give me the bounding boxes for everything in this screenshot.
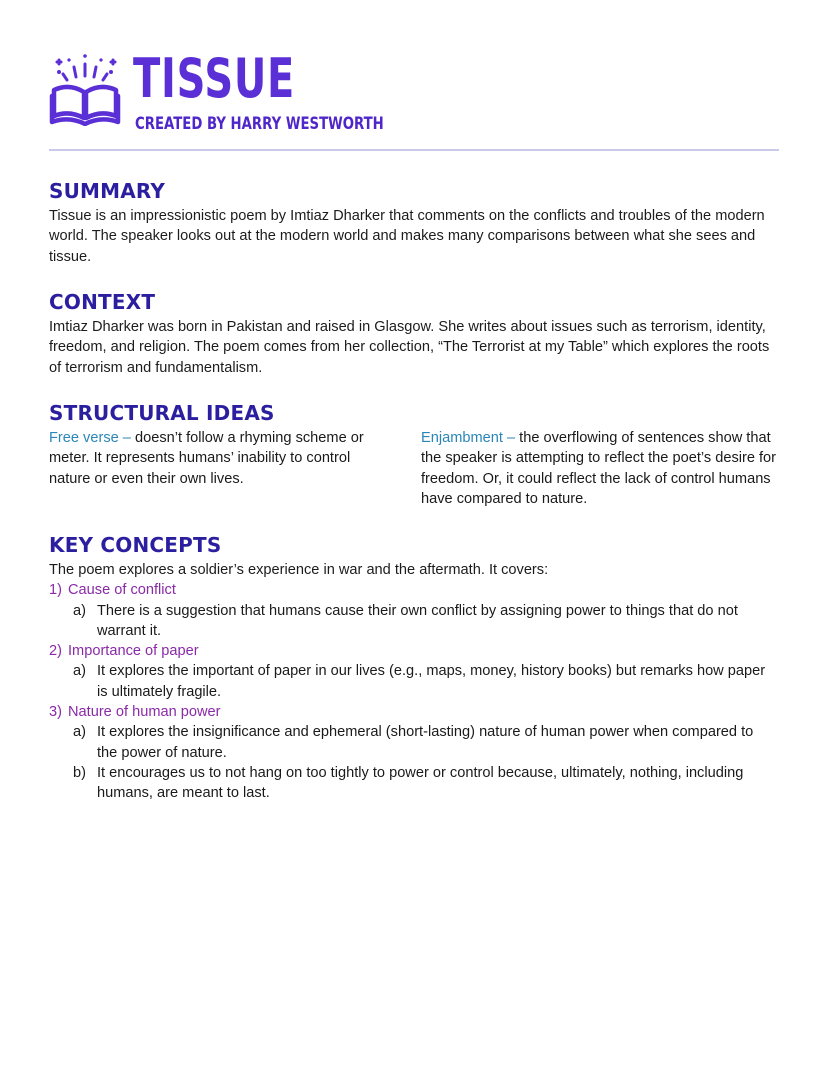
context-heading: CONTEXT <box>49 290 156 314</box>
subpoint-text: There is a suggestion that humans cause their own conflict by assigning power to things that do not warrant it. <box>97 602 738 639</box>
header-divider <box>49 149 779 151</box>
concept-label: Cause of conflict <box>68 582 176 599</box>
concept-item-cause-of-conflict <box>49 580 774 600</box>
subpoint-text: It explores the important of paper in our lives (e.g., maps, money, history books) but remarks how paper is ultimately fragile. <box>97 663 766 700</box>
context-text: Imtiaz Dharker was born in Pakistan and raised in Glasgow. She writes about issues such as terrorism, identity, freedom, and religion. The poem comes from her collection, “The Terrorist at my Table” which explores the roots of terrorism and fundamentalism. <box>49 319 770 376</box>
key-concepts-heading: KEY CONCEPTS <box>49 533 222 557</box>
idea-description: the overflowing of sentences show that the speaker is attempting to reflect the poet’s desire for freedom. Or, it could reflect the lack of control humans have compared to nature. <box>421 430 777 507</box>
sub-letter: a) <box>73 663 86 680</box>
page-title: TISSUE <box>133 47 296 110</box>
key-concepts-intro: The poem explores a soldier’s experience in war and the aftermath. It covers: <box>49 562 549 578</box>
structural-ideas-columns <box>49 428 777 512</box>
idea-term: Enjambment – <box>421 430 516 446</box>
author-credit: CREATED BY HARRY WESTWORTH <box>135 114 384 134</box>
concept-label: Nature of human power <box>68 704 221 721</box>
list-number: 2) <box>49 643 62 660</box>
structural-idea-enjambment <box>421 428 777 509</box>
subpoint-text: It encourages us to not hang on too tightly to power or control because, ultimately, nothing, including humans, are meant to last. <box>97 764 744 802</box>
concept-subpoint <box>49 601 774 642</box>
structural-idea-free-verse <box>49 428 394 489</box>
summary-section <box>49 179 774 267</box>
sub-letter: a) <box>73 602 86 619</box>
summary-heading: SUMMARY <box>49 179 166 203</box>
concept-subpoint <box>49 722 774 763</box>
structural-ideas-heading: STRUCTURAL IDEAS <box>49 401 275 425</box>
sub-letter: a) <box>73 724 86 741</box>
concept-label: Importance of paper <box>68 643 199 660</box>
open-book-icon <box>49 50 121 126</box>
concept-subpoint <box>49 661 774 702</box>
concept-subpoint <box>49 763 774 804</box>
header <box>49 48 789 143</box>
idea-term: Free verse – <box>49 430 131 446</box>
key-concepts-section <box>49 533 774 804</box>
concept-item-importance-of-paper <box>49 641 774 661</box>
subpoint-text: It explores the insignificance and ephemeral (short-lasting) nature of human power when compared to the power of nature. <box>97 724 754 761</box>
summary-text: Tissue is an impressionistic poem by Imtiaz Dharker that comments on the conflicts and troubles of the modern world. The speaker looks out at the modern world and makes many comparisons between what she sees and tissue. <box>49 208 765 265</box>
list-number: 3) <box>49 704 62 721</box>
structural-ideas-section <box>49 401 777 512</box>
idea-description: doesn’t follow a rhyming scheme or meter. It represents humans’ inability to control nature or even their own lives. <box>49 430 364 487</box>
list-number: 1) <box>49 582 62 599</box>
sub-letter: b) <box>73 764 86 781</box>
context-section <box>49 290 774 378</box>
concept-item-nature-of-human-power <box>49 702 774 722</box>
